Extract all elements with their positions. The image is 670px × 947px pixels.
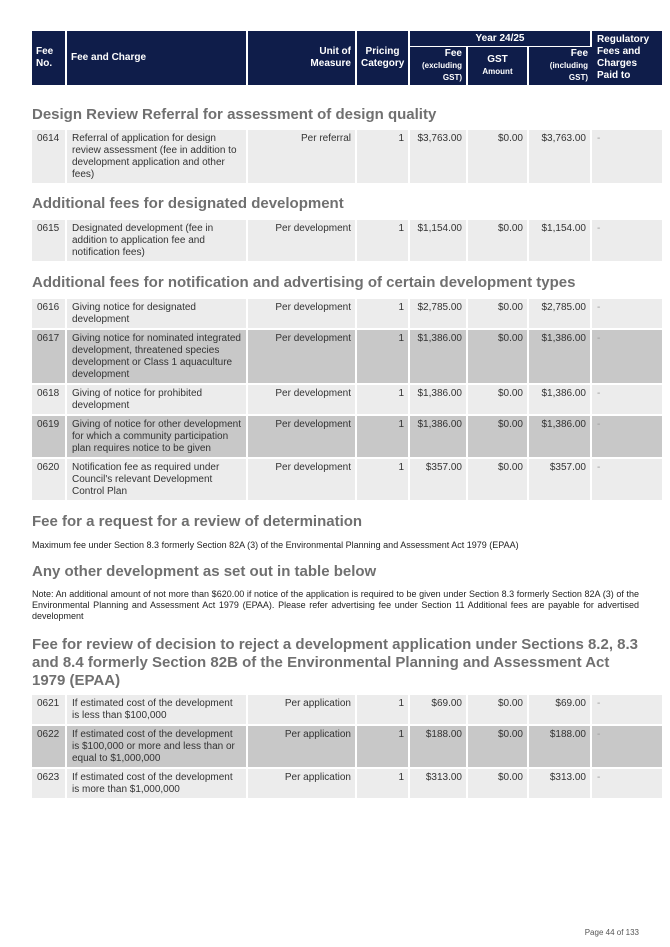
section-title-notification-advertising: Additional fees for notification and advertising of certain development types — [32, 274, 576, 291]
header-gst: GST Amount — [468, 47, 529, 85]
page-number: Page 44 of 133 — [584, 928, 639, 937]
fee-incl-gst: $2,785.00 — [529, 299, 592, 330]
regulatory-paid-to: - — [592, 299, 662, 330]
fee-incl-gst: $3,763.00 — [529, 130, 592, 185]
gst-amount: $0.00 — [468, 299, 529, 330]
fee-excl-gst: $1,154.00 — [410, 220, 468, 263]
fee-excl-gst: $313.00 — [410, 769, 468, 800]
regulatory-paid-to: - — [592, 459, 662, 502]
header-unit-of-measure: Unit of Measure — [248, 31, 357, 85]
gst-amount: $0.00 — [468, 769, 529, 800]
table-row — [32, 695, 662, 726]
table-row — [32, 330, 662, 385]
regulatory-paid-to: - — [592, 695, 662, 726]
fee-excl-gst: $1,386.00 — [410, 416, 468, 459]
table-row — [32, 385, 662, 416]
regulatory-paid-to: - — [592, 220, 662, 263]
table-row — [32, 459, 662, 502]
header-fee-and-charge: Fee and Charge — [67, 31, 248, 85]
fee-incl-gst: $357.00 — [529, 459, 592, 502]
fee-no: 0617 — [32, 330, 67, 385]
section-title-design-review: Design Review Referral for assessment of design quality — [32, 106, 437, 123]
header-regulatory: Regulatory Fees and Charges Paid to — [592, 31, 662, 85]
fee-incl-gst: $1,154.00 — [529, 220, 592, 263]
header-year: Year 24/25 — [410, 31, 592, 47]
fee-no: 0615 — [32, 220, 67, 263]
note-other-development: Note: An additional amount of not more than $620.00 if notice of the application is required to be given under Section 8.3 formerly Section 82A (3) of the Environmental Planning and Assessment Act 1979 (EPAA). Please refer advertising fee under Section 11 Additional fees are payable for advertised development — [32, 589, 639, 621]
unit-of-measure: Per development — [248, 416, 357, 459]
gst-amount: $0.00 — [468, 695, 529, 726]
table-row — [32, 299, 662, 330]
pricing-category: 1 — [357, 130, 410, 185]
regulatory-paid-to: - — [592, 416, 662, 459]
fee-no: 0616 — [32, 299, 67, 330]
fee-excl-gst: $2,785.00 — [410, 299, 468, 330]
table-row — [32, 416, 662, 459]
gst-amount: $0.00 — [468, 385, 529, 416]
table-row — [32, 769, 662, 800]
unit-of-measure: Per application — [248, 726, 357, 769]
unit-of-measure: Per development — [248, 220, 357, 263]
table-design-review — [32, 130, 662, 185]
pricing-category: 1 — [357, 385, 410, 416]
table-row — [32, 726, 662, 769]
regulatory-paid-to: - — [592, 769, 662, 800]
fee-no: 0614 — [32, 130, 67, 185]
regulatory-paid-to: - — [592, 385, 662, 416]
section-title-designated-development: Additional fees for designated development — [32, 195, 344, 212]
regulatory-paid-to: - — [592, 726, 662, 769]
fee-excl-gst: $1,386.00 — [410, 330, 468, 385]
fee-description: Notification fee as required under Council's relevant Development Control Plan — [67, 459, 248, 502]
fee-description: Designated development (fee in addition to application fee and notification fees) — [67, 220, 248, 263]
fee-incl-gst: $1,386.00 — [529, 416, 592, 459]
section-title-review-of-determination: Fee for a request for a review of determination — [32, 513, 363, 530]
fee-incl-gst: $313.00 — [529, 769, 592, 800]
table-review-of-decision — [32, 695, 662, 800]
header-fee-no: Fee No. — [32, 31, 67, 85]
table-row — [32, 130, 662, 185]
section-title-other-development: Any other development as set out in table below — [32, 563, 377, 580]
unit-of-measure: Per development — [248, 459, 357, 502]
pricing-category: 1 — [357, 459, 410, 502]
unit-of-measure: Per application — [248, 695, 357, 726]
fee-no: 0620 — [32, 459, 67, 502]
fee-description: If estimated cost of the development is $100,000 or more and less than or equal to $1,000,000 — [67, 726, 248, 769]
section-title-review-of-decision: Fee for review of decision to reject a development application under Sections 8.2, 8.3 and 8.4 formerly Section 82B of the Environmental Planning and Assessment Act 1979 (EPAA) — [32, 636, 639, 689]
header-pricing-category: Pricing Category — [357, 31, 410, 85]
fee-description: If estimated cost of the development is more than $1,000,000 — [67, 769, 248, 800]
fee-description: Giving notice for nominated integrated development, threatened species development or Class 1 aquaculture development — [67, 330, 248, 385]
fee-excl-gst: $188.00 — [410, 726, 468, 769]
unit-of-measure: Per development — [248, 299, 357, 330]
fee-excl-gst: $357.00 — [410, 459, 468, 502]
fee-description: Giving notice for designated development — [67, 299, 248, 330]
fee-no: 0622 — [32, 726, 67, 769]
gst-amount: $0.00 — [468, 459, 529, 502]
table-row — [32, 220, 662, 263]
gst-amount: $0.00 — [468, 416, 529, 459]
fee-no: 0619 — [32, 416, 67, 459]
fee-description: Giving of notice for prohibited development — [67, 385, 248, 416]
fee-description: If estimated cost of the development is less than $100,000 — [67, 695, 248, 726]
fee-no: 0623 — [32, 769, 67, 800]
pricing-category: 1 — [357, 769, 410, 800]
fee-excl-gst: $3,763.00 — [410, 130, 468, 185]
fee-no: 0621 — [32, 695, 67, 726]
table-header — [32, 31, 662, 85]
gst-amount: $0.00 — [468, 330, 529, 385]
pricing-category: 1 — [357, 330, 410, 385]
fee-description: Giving of notice for other development for which a community participation plan requires notice to be given — [67, 416, 248, 459]
unit-of-measure: Per development — [248, 330, 357, 385]
pricing-category: 1 — [357, 299, 410, 330]
pricing-category: 1 — [357, 220, 410, 263]
gst-amount: $0.00 — [468, 130, 529, 185]
pricing-category: 1 — [357, 416, 410, 459]
table-designated-development — [32, 220, 662, 263]
gst-amount: $0.00 — [468, 220, 529, 263]
fee-description: Referral of application for design review assessment (fee in addition to development application and other fees) — [67, 130, 248, 185]
pricing-category: 1 — [357, 726, 410, 769]
gst-amount: $0.00 — [468, 726, 529, 769]
header-fee-excl: Fee (excluding GST) — [410, 47, 468, 85]
fee-no: 0618 — [32, 385, 67, 416]
table-notification-advertising — [32, 299, 662, 502]
regulatory-paid-to: - — [592, 130, 662, 185]
regulatory-paid-to: - — [592, 330, 662, 385]
header-fee-incl: Fee (including GST) — [529, 47, 592, 85]
fee-incl-gst: $1,386.00 — [529, 330, 592, 385]
fee-incl-gst: $69.00 — [529, 695, 592, 726]
note-review-of-determination: Maximum fee under Section 8.3 formerly Section 82A (3) of the Environmental Planning and Assessment Act 1979 (EPAA) — [32, 540, 519, 550]
unit-of-measure: Per referral — [248, 130, 357, 185]
fee-excl-gst: $69.00 — [410, 695, 468, 726]
pricing-category: 1 — [357, 695, 410, 726]
fee-incl-gst: $188.00 — [529, 726, 592, 769]
fee-excl-gst: $1,386.00 — [410, 385, 468, 416]
unit-of-measure: Per application — [248, 769, 357, 800]
fee-incl-gst: $1,386.00 — [529, 385, 592, 416]
unit-of-measure: Per development — [248, 385, 357, 416]
